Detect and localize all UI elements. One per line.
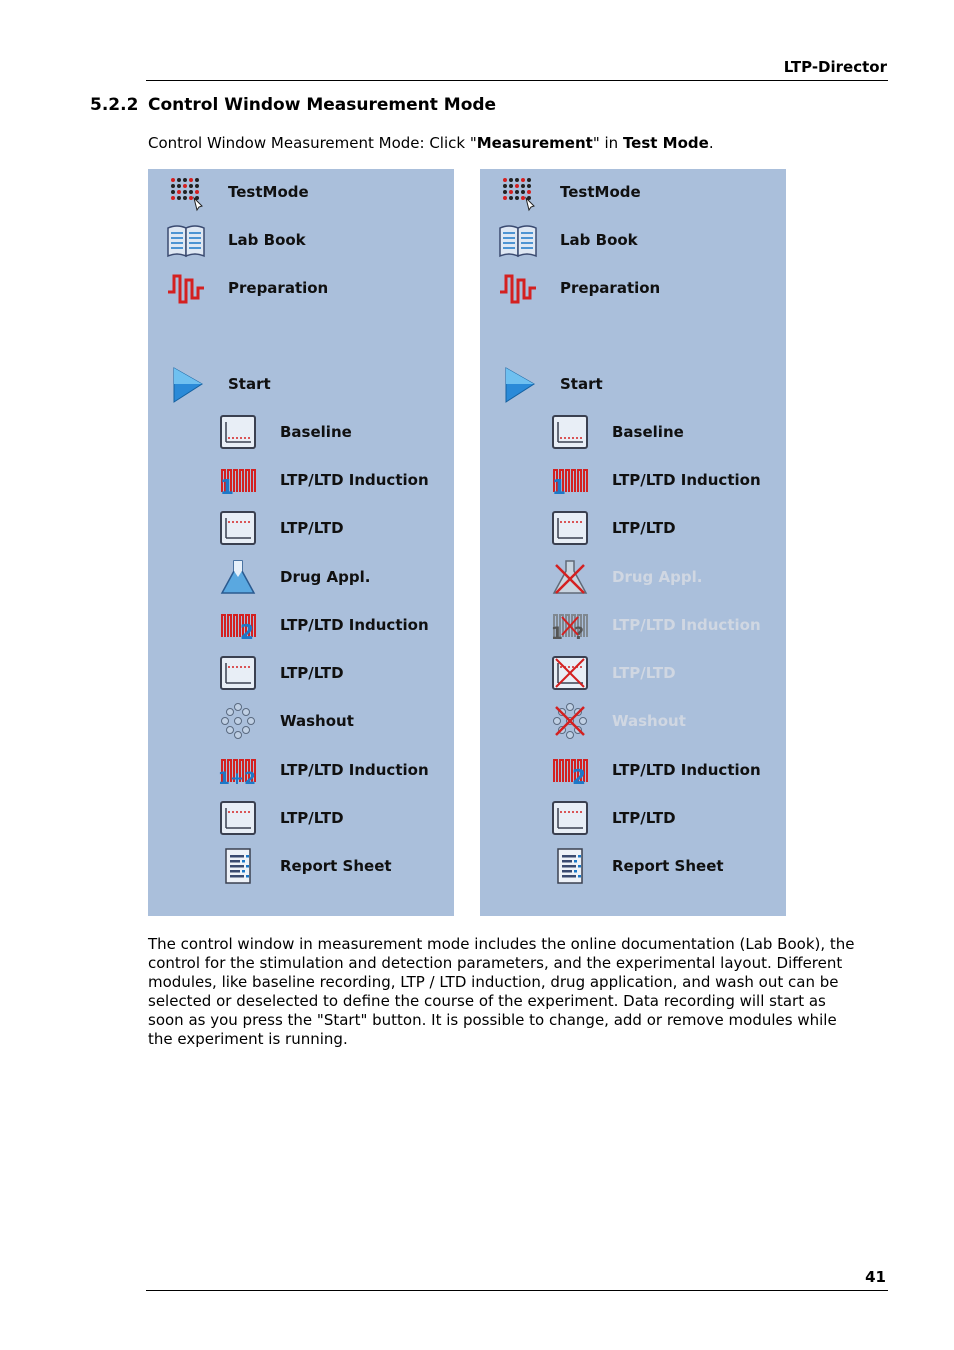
module-drug-appl-button[interactable] xyxy=(216,557,370,597)
module-report-sheet-button[interactable] xyxy=(548,846,724,886)
module-label: LTP/LTD Induction xyxy=(612,761,761,779)
module-label: LTP/LTD xyxy=(280,809,344,827)
intro-test-mode: Test Mode xyxy=(622,134,709,152)
module-label: TestMode xyxy=(228,183,309,201)
baseline-icon xyxy=(216,412,260,452)
module-label: Drug Appl. xyxy=(280,568,371,586)
induction-2-icon xyxy=(216,605,260,645)
ltp-ltd-icon xyxy=(548,798,592,838)
module-label: Baseline xyxy=(612,423,684,441)
module-washout-button[interactable] xyxy=(548,701,686,741)
section-number: 5.2.2 xyxy=(90,95,139,115)
section-title: Control Window Measurement Mode xyxy=(148,95,497,115)
module-ltp-ltd-induction-button[interactable] xyxy=(216,460,429,500)
induction-1-icon xyxy=(216,460,260,500)
module-ltp-ltd-induction-button[interactable] xyxy=(216,605,429,645)
preparation-icon xyxy=(164,268,208,308)
module-label: LTP/LTD xyxy=(612,809,676,827)
module-start-button[interactable] xyxy=(496,364,603,404)
module-lab-book-button[interactable] xyxy=(496,220,638,260)
module-ltp-ltd-button[interactable] xyxy=(216,798,344,838)
induction-2-icon xyxy=(548,750,592,790)
module-ltp-ltd-button[interactable] xyxy=(548,798,676,838)
module-label: Washout xyxy=(612,712,686,730)
module-label: Baseline xyxy=(280,423,352,441)
svg-text:1+2: 1+2 xyxy=(218,769,256,789)
module-label: Start xyxy=(560,375,603,393)
svg-text:?: ? xyxy=(574,624,584,644)
module-label: LTP/LTD Induction xyxy=(280,761,429,779)
induction-1-icon xyxy=(548,460,592,500)
module-washout-button[interactable] xyxy=(216,701,354,741)
module-label: LTP/LTD Induction xyxy=(280,471,429,489)
module-label: LTP/LTD xyxy=(612,664,676,682)
module-label: Lab Book xyxy=(228,231,306,249)
ltp-ltd-icon xyxy=(548,508,592,548)
module-label: Preparation xyxy=(560,279,661,297)
module-preparation-button[interactable] xyxy=(164,268,328,308)
control-window-right xyxy=(480,169,786,916)
module-ltp-ltd-button[interactable] xyxy=(216,508,344,548)
module-ltp-ltd-induction-button[interactable] xyxy=(548,460,761,500)
module-label: Start xyxy=(228,375,271,393)
intro-prefix: Control Window Measurement Mode: Click " xyxy=(148,134,477,152)
module-label: Report Sheet xyxy=(280,857,392,875)
testmode-icon xyxy=(496,172,540,212)
lab-book-icon xyxy=(164,220,208,260)
module-label: LTP/LTD Induction xyxy=(612,616,761,634)
ltp-ltd-disabled-icon xyxy=(548,653,592,693)
induction-1-2-icon xyxy=(216,750,260,790)
module-ltp-ltd-induction-button[interactable] xyxy=(548,605,761,645)
report-sheet-icon xyxy=(216,846,260,886)
start-icon xyxy=(496,364,540,404)
module-baseline-button[interactable] xyxy=(216,412,352,452)
drug-flask-icon xyxy=(216,557,260,597)
module-report-sheet-button[interactable] xyxy=(216,846,392,886)
ltp-ltd-icon xyxy=(216,798,260,838)
svg-text:1: 1 xyxy=(220,475,234,499)
induction-disabled-icon xyxy=(548,605,592,645)
module-label: LTP/LTD xyxy=(280,519,344,537)
module-label: Preparation xyxy=(228,279,329,297)
intro-middle: " in xyxy=(592,134,623,152)
module-label: Drug Appl. xyxy=(612,568,703,586)
module-baseline-button[interactable] xyxy=(548,412,684,452)
module-ltp-ltd-button[interactable] xyxy=(548,508,676,548)
intro-text xyxy=(148,134,714,152)
body-paragraph: The control window in measurement mode includes the online documentation (Lab Book), the control for the stimulation and detection parameters, and the experimental layout. Different modules, like baseline recording, LTP / LTD induction, drug application, and wash out can be selected or deselected to define the course of the experiment. Data recording will start as soon as you press the "Start" button. It is possible to change, add or remove modules while the experiment is running. xyxy=(148,935,855,1048)
module-drug-appl-button[interactable] xyxy=(548,557,702,597)
lab-book-icon xyxy=(496,220,540,260)
washout-icon xyxy=(216,701,260,741)
footer-rule xyxy=(146,1290,888,1291)
svg-text:1: 1 xyxy=(552,475,566,499)
module-label: Report Sheet xyxy=(612,857,724,875)
module-ltp-ltd-induction-button[interactable] xyxy=(216,750,429,790)
module-label: LTP/LTD Induction xyxy=(612,471,761,489)
svg-text:1: 1 xyxy=(551,624,563,644)
module-label: LTP/LTD Induction xyxy=(280,616,429,634)
module-label: Washout xyxy=(280,712,354,730)
section-heading xyxy=(90,95,496,115)
ltp-ltd-icon xyxy=(216,508,260,548)
module-preparation-button[interactable] xyxy=(496,268,660,308)
module-label: LTP/LTD xyxy=(612,519,676,537)
module-testmode-button[interactable] xyxy=(496,172,641,212)
preparation-icon xyxy=(496,268,540,308)
module-label: Lab Book xyxy=(560,231,638,249)
module-label: TestMode xyxy=(560,183,641,201)
drug-flask-disabled-icon xyxy=(548,557,592,597)
header-rule xyxy=(146,80,888,81)
testmode-icon xyxy=(164,172,208,212)
document-title: LTP-Director xyxy=(783,58,887,76)
report-sheet-icon xyxy=(548,846,592,886)
page-number: 41 xyxy=(865,1268,886,1286)
module-ltp-ltd-button[interactable] xyxy=(216,653,344,693)
ltp-ltd-icon xyxy=(216,653,260,693)
start-icon xyxy=(164,364,208,404)
module-label: LTP/LTD xyxy=(280,664,344,682)
svg-text:2: 2 xyxy=(240,620,254,644)
module-ltp-ltd-induction-button[interactable] xyxy=(548,750,761,790)
svg-text:2: 2 xyxy=(572,765,586,789)
module-testmode-button[interactable] xyxy=(164,172,309,212)
intro-suffix: . xyxy=(708,134,714,152)
intro-measurement: Measurement xyxy=(476,134,593,152)
baseline-icon xyxy=(548,412,592,452)
module-start-button[interactable] xyxy=(164,364,271,404)
module-ltp-ltd-button[interactable] xyxy=(548,653,676,693)
control-window-left xyxy=(148,169,454,916)
module-lab-book-button[interactable] xyxy=(164,220,306,260)
washout-disabled-icon xyxy=(548,701,592,741)
